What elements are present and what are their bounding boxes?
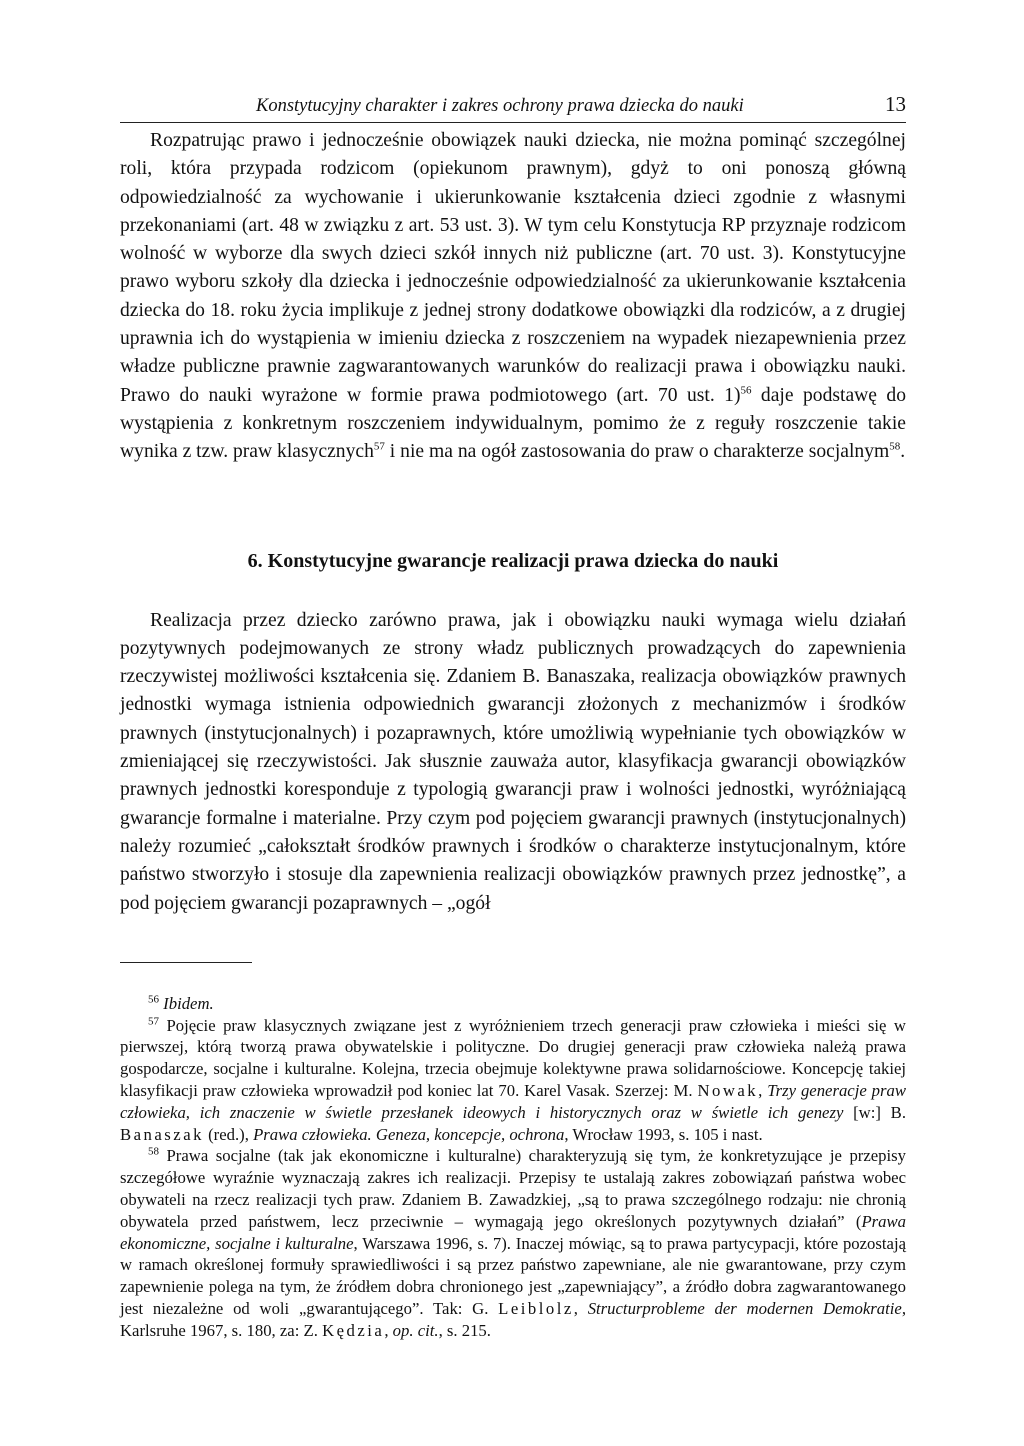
footnote-text: (red.), <box>203 1124 254 1144</box>
author-name: Kędzia <box>322 1320 385 1340</box>
footnote-text: Pojęcie praw klasycznych związane jest z wyróżnieniem trzech generacji praw człowieka i mieści się w pierwszej, którą tworzą prawa obywatelskie i polityczne. Do drugiej generacji praw człowieka należą prawa gospodarcze, socjalne i kulturalne. Kolejna, trzecia obejmuje kolektywne prawa solidarnościowe. Koncepcję takiej klasyfikacji praw człowieka wprowadził pod koniec lat 70. Karel Vasak. Szerzej: M. <box>120 1015 906 1101</box>
footnote-number: 58 <box>148 1145 159 1158</box>
footnote-separator <box>120 962 252 963</box>
work-title: Prawa człowieka. Geneza, koncepcje, ochrona <box>253 1124 565 1144</box>
work-title: Prawa ekonomiczne, socjalne i kulturalne <box>120 1211 906 1253</box>
footnote-57 <box>120 1015 906 1146</box>
paragraph-text: daje podstawę do wystąpienia z konkretnym roszczeniem indywidualnym, pomimo że z reguły roszczenie takie wynika z tzw. praw klasycznych <box>120 384 906 463</box>
footnote-58 <box>120 1145 906 1341</box>
footnote-text: [w:] B. <box>843 1102 906 1122</box>
paragraph-parental-rights <box>120 127 906 467</box>
footnote-ref-56: 56 <box>740 384 752 397</box>
author-name: Nowak <box>697 1081 759 1101</box>
footnote-number: 56 <box>148 993 159 1006</box>
work-title: Structurprobleme der modernen Demokratie <box>587 1298 902 1318</box>
footnote-text: , <box>384 1320 393 1340</box>
paragraph-text: . <box>900 441 906 463</box>
author-name: Leiblolz <box>498 1298 574 1318</box>
footnote-number: 57 <box>148 1015 159 1028</box>
work-title: op. cit. <box>392 1320 439 1340</box>
footnote-text: , <box>758 1081 768 1101</box>
paragraph-guarantees: Realizacja przez dziecko zarówno prawa, jak i obowiązku nauki wymaga wielu działań pozytywnych podejmowanych ze strony władz publicznych prowadzących do zapewnienia rzeczywistej możliwości kształcenia się. Zdaniem B. Banaszaka, realizacja obowiązków prawnych jednostki wymaga istnienia odpowiednich gwarancji złożonych z mechanizmów i środków prawnych (instytucjonalnych) i pozaprawnych, które umożliwią wypełnianie tych obowiązków w zmieniającej się rzeczywistości. Jak słusznie zauważa autor, klasyfikacja gwarancji obowiązków prawnych jednostki koresponduje z typologią gwarancji praw i wolności jednostki, wyróżniającą gwarancje formalne i materialne. Przy czym pod pojęciem gwarancji prawnych (instytucjonalnych) należy rozumieć „całokształt środków prawnych i środków o charakterze instytucjonalnym, które państwo stworzyło i stosuje dla zapewnienia realizacji obowiązków prawnych przez jednostkę”, a pod pojęciem gwarancji pozaprawnych – „ogół <box>120 609 906 914</box>
footnote-text: , s. 215. <box>438 1320 491 1340</box>
footnote-ref-57: 57 <box>373 440 385 453</box>
page <box>120 92 906 1342</box>
footnote-text: , Karlsruhe 1967, s. 180, za: Z. <box>120 1298 906 1340</box>
footnote-text: , Warszawa 1996, s. 7). Inaczej mówiąc, są to prawa partycypacji, które pozostają w ramach określonej formuły sprawiedliwości i są przez państwo zapewniane, ale nie gwarantowane, przy czym zapewnienie polega na tym, że źródłem dobra chronionego jest „zapewniający”, a źródło dobra zagwarantowanego jest niezależne od woli „gwarantującego”. Tak: G. <box>120 1233 906 1318</box>
footnote-ref-58: 58 <box>889 440 901 453</box>
footnote-text: , Wrocław 1993, s. 105 i nast. <box>564 1124 763 1144</box>
work-title: Trzy generacje praw człowieka, ich znaczenie w świetle przesłanek ideowych i historycznych oraz w świetle ich genezy <box>120 1081 906 1122</box>
running-header <box>120 92 906 123</box>
section-heading: 6. Konstytucyjne gwarancje realizacji prawa dziecka do nauki <box>247 549 779 572</box>
footnote-text: , <box>573 1298 588 1318</box>
footnote-text: Prawa socjalne (tak jak ekonomiczne i kulturalne) charakteryzują się tym, że konkretyzujące je przepisy szczegółowe wyraźnie wyznaczają zakres ich realizacji. Przepisy te ustalają zakres zobowiązań państwa wobec obywateli na rzecz realizacji tych praw. Zdaniem B. Zawadzkiej, „są to prawa szczególnego rodzaju: nie chronią obywatela przed państwem, lecz przeciwnie – wymagają jego określonych pozytywnych działań” ( <box>120 1146 906 1231</box>
footnote-italic: Ibidem. <box>163 993 214 1013</box>
running-title: Konstytucyjny charakter i zakres ochrony prawa dziecka do nauki <box>256 96 744 116</box>
paragraph-text: Rozpatrując prawo i jednocześnie obowiązek nauki dziecka, nie można pominąć szczególnej roli, która przypada rodzicom (opiekunom prawnym), gdyż to oni ponoszą główną odpowiedzialność za wychowanie i ukierunkowanie kształcenia dzieci zgodnie z własnymi przekonaniami (art. 48 w związku z art. 53 ust. 3). W tym celu Konstytucja RP przyznaje rodzicom wolność w wyborze dla swych dzieci szkół innych niż publiczne (art. 70 ust. 3). Konstytucyjne prawo wyboru szkoły dla dziecka i jednocześnie odpowiedzialność za ukierunkowanie kształcenia dziecka do 18. roku życia implikuje z jednej strony dodatkowe obowiązki dla rodziców, a z drugiej uprawnia ich do wystąpienia w imieniu dziecka z roszczeniem na wypadek niezapewnienia przez władze publiczne prawnie zagwarantowanych warunków do realizacji prawa i obowiązku nauki. Prawo do nauki wyrażone w formie prawa podmiotowego (art. 70 ust. 1) <box>120 130 906 406</box>
page-number: 13 <box>885 92 906 116</box>
paragraph-text: i nie ma na ogół zastosowania do praw o charakterze socjalnym <box>384 441 890 463</box>
footnote-56 <box>120 993 906 1015</box>
author-name: Banaszak <box>120 1124 204 1144</box>
